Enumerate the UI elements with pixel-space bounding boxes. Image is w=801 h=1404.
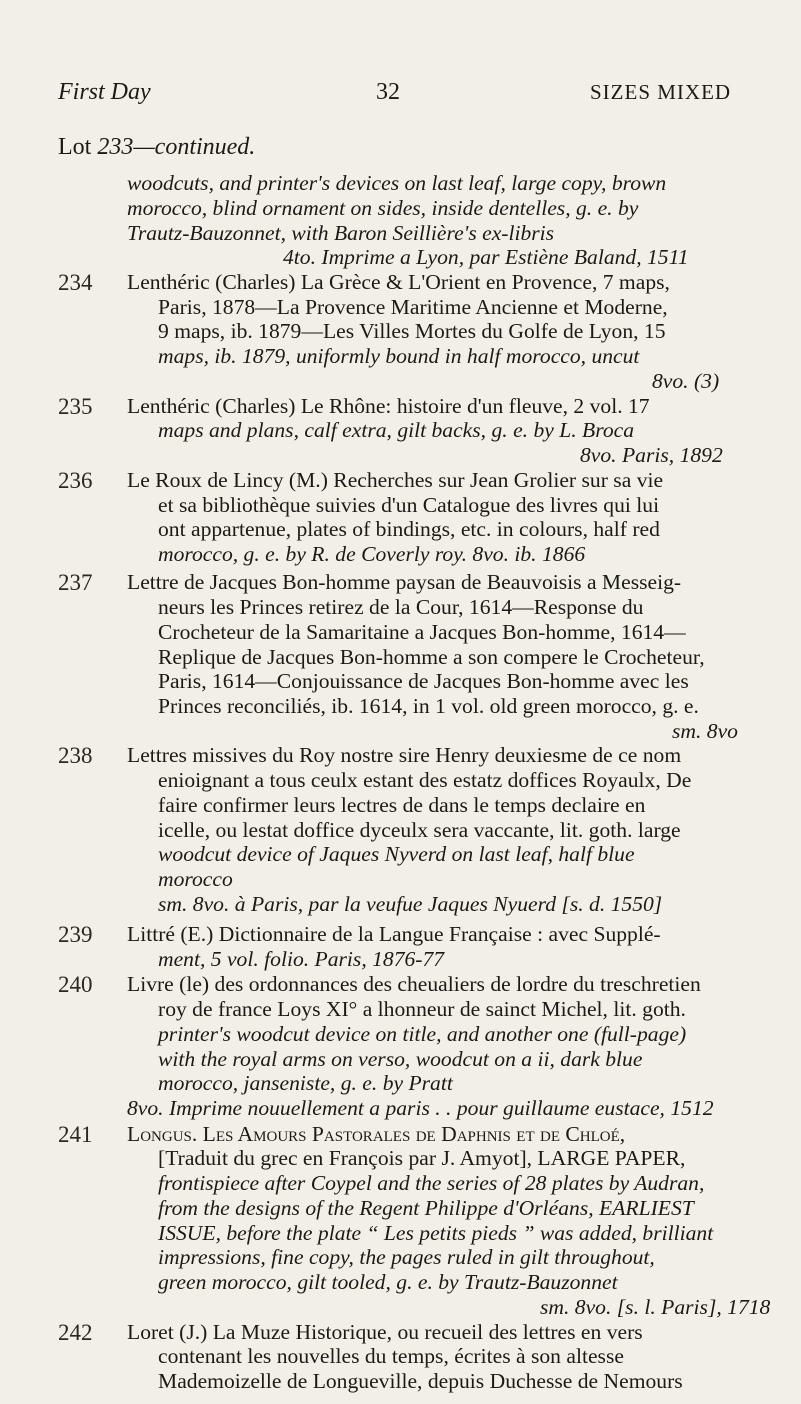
lot-234-line-5: 8vo. (3) xyxy=(652,368,720,393)
lot-235-line-2: maps and plans, calf extra, gilt backs, g. e. by L. Broca xyxy=(158,418,635,443)
lot-236-line-2: et sa bibliothèque suivies d'un Catalogue des livres qui lui xyxy=(158,492,660,517)
lot-240-line-4: with the royal arms on verso, woodcut on a ii, dark blue xyxy=(158,1046,643,1071)
lot-238-line-7: sm. 8vo. à Paris, par la veufue Jaques Nyuerd [s. d. 1550] xyxy=(158,891,663,916)
lot-240-line-2: roy de france Loys XI° a lhonneur de sainct Michel, lit. goth. xyxy=(158,997,686,1022)
lot-number-236: 236 xyxy=(58,467,93,493)
lot-number-241: 241 xyxy=(58,1121,93,1147)
lot-237-line-3: Crocheteur de la Samaritaine a Jacques Bon-homme, 1614— xyxy=(158,619,686,644)
lot-continued-heading xyxy=(58,133,255,161)
page-number: 32 xyxy=(376,79,400,105)
running-head-right: SIZES MIXED xyxy=(590,80,732,104)
lot-241-line-1: Longus. Les Amours Pastorales de Daphnis et de Chloé, xyxy=(127,1121,626,1146)
lot-241-line-6: impressions, fine copy, the pages ruled in gilt throughout, xyxy=(158,1245,655,1270)
lot-242-line-2: contenant les nouvelles du temps, écrites à son altesse xyxy=(158,1344,624,1369)
lot-240-line-6: 8vo. Imprime nouuellement a paris . . pour guillaume eustace, 1512 xyxy=(127,1096,714,1121)
lot-number-234: 234 xyxy=(58,269,93,295)
lot-241-line-4: from the designs of the Regent Philippe d'Orléans, EARLIEST xyxy=(158,1195,694,1220)
lot-238-line-2: enioignant a tous ceulx estant des estatz doffices Royaulx, De xyxy=(158,768,692,793)
lot-number-242: 242 xyxy=(58,1319,93,1345)
lot-number-237: 237 xyxy=(58,570,93,596)
lot-234-line-1: Lenthéric (Charles) La Grèce & L'Orient en Provence, 7 maps, xyxy=(127,269,670,294)
lot-240-line-5: morocco, janseniste, g. e. by Pratt xyxy=(158,1071,453,1096)
lot-number-240: 240 xyxy=(58,972,93,998)
lot-prefix: Lot xyxy=(58,134,92,160)
lot-237-line-7: sm. 8vo xyxy=(672,718,738,743)
lot-242-line-3: Mademoizelle de Longueville, depuis Duchesse de Nemours xyxy=(158,1369,683,1393)
lot-number-239: 239 xyxy=(58,922,93,947)
lot-241-line-3: frontispiece after Coypel and the series of 28 plates by Audran, xyxy=(158,1171,705,1196)
lot-238-line-6: morocco xyxy=(158,867,233,892)
lot-240-line-3: printer's woodcut device on title, and another one (full-page) xyxy=(158,1021,687,1046)
lot-continued-text: 233—continued. xyxy=(91,134,256,160)
lot-238-line-1: Lettres missives du Roy nostre sire Henry deuxiesme de ce nom xyxy=(127,743,682,768)
running-head-left: First Day xyxy=(58,79,151,105)
lot-238-line-3: faire confirmer leurs lectres de dans le temps declaire en xyxy=(158,792,646,817)
lot-237-line-6: Princes reconciliés, ib. 1614, in 1 vol. old green morocco, g. e. xyxy=(158,694,699,718)
lot-234-line-3: 9 maps, ib. 1879—Les Villes Mortes du Golfe de Lyon, 15 xyxy=(158,319,666,344)
lot-234-line-4: maps, ib. 1879, uniformly bound in half morocco, uncut xyxy=(158,344,640,369)
lot-239-line-2: ment, 5 vol. folio. Paris, 1876-77 xyxy=(158,946,445,971)
lot-number-235: 235 xyxy=(58,393,93,419)
lot-234-line-2: Paris, 1878—La Provence Maritime Ancienne et Moderne, xyxy=(158,294,668,319)
lot-238-line-5: woodcut device of Jaques Nyverd on last leaf, half blue xyxy=(158,842,635,867)
lot-242-line-1: Loret (J.) La Muze Historique, ou recueil des lettres en vers xyxy=(127,1319,643,1344)
lot-241-line-2: [Traduit du grec en François par J. Amyot], LARGE PAPER, xyxy=(158,1146,686,1171)
lot-241-line-8: sm. 8vo. [s. l. Paris], 1718 xyxy=(540,1294,771,1319)
lot-237-line-4: Replique de Jacques Bon-homme a son compere le Crocheteur, xyxy=(158,644,705,669)
lot-233-line-4: 4to. Imprime a Lyon, par Estiène Baland, 1511 xyxy=(283,245,689,270)
lot-237-line-2: neurs les Princes retirez de la Cour, 1614—Response du xyxy=(158,595,644,620)
lot-236-line-3: ont appartenue, plates of bindings, etc. in colours, half red xyxy=(158,517,660,542)
lot-239-line-1: Littré (E.) Dictionnaire de la Langue Française : avec Supplé- xyxy=(127,922,661,946)
lot-237-line-5: Paris, 1614—Conjouissance de Jacques Bon-homme avec les xyxy=(158,669,689,694)
lot-240-line-1: Livre (le) des ordonnances des cheualiers de lordre du treschretien xyxy=(127,972,701,997)
lot-237-line-1: Lettre de Jacques Bon-homme paysan de Beauvoisis a Messeig- xyxy=(127,570,682,595)
lot-233-line-3: Trautz-Bauzonnet, with Baron Seillière's ex-libris xyxy=(127,220,555,245)
lot-235-line-3: 8vo. Paris, 1892 xyxy=(580,443,723,467)
lot-233-line-2: morocco, blind ornament on sides, inside dentelles, g. e. by xyxy=(127,195,639,220)
lot-241-line-5: ISSUE, before the plate “ Les petits pieds ” was added, brilliant xyxy=(158,1220,714,1245)
lot-236-line-1: Le Roux de Lincy (M.) Recherches sur Jean Grolier sur sa vie xyxy=(127,467,664,492)
lot-236-line-4: morocco, g. e. by R. de Coverly roy. 8vo. ib. 1866 xyxy=(158,541,586,566)
lot-241-line-7: green morocco, gilt tooled, g. e. by Trautz-Bauzonnet xyxy=(158,1270,618,1295)
lot-238-line-4: icelle, ou lestat doffice dyceulx sera vaccante, lit. goth. large xyxy=(158,817,681,842)
lot-number-238: 238 xyxy=(58,743,93,769)
lot-233-line-1: woodcuts, and printer's devices on last leaf, large copy, brown xyxy=(127,171,667,195)
lot-235-line-1: Lenthéric (Charles) Le Rhône: histoire d'un fleuve, 2 vol. 17 xyxy=(127,393,650,418)
